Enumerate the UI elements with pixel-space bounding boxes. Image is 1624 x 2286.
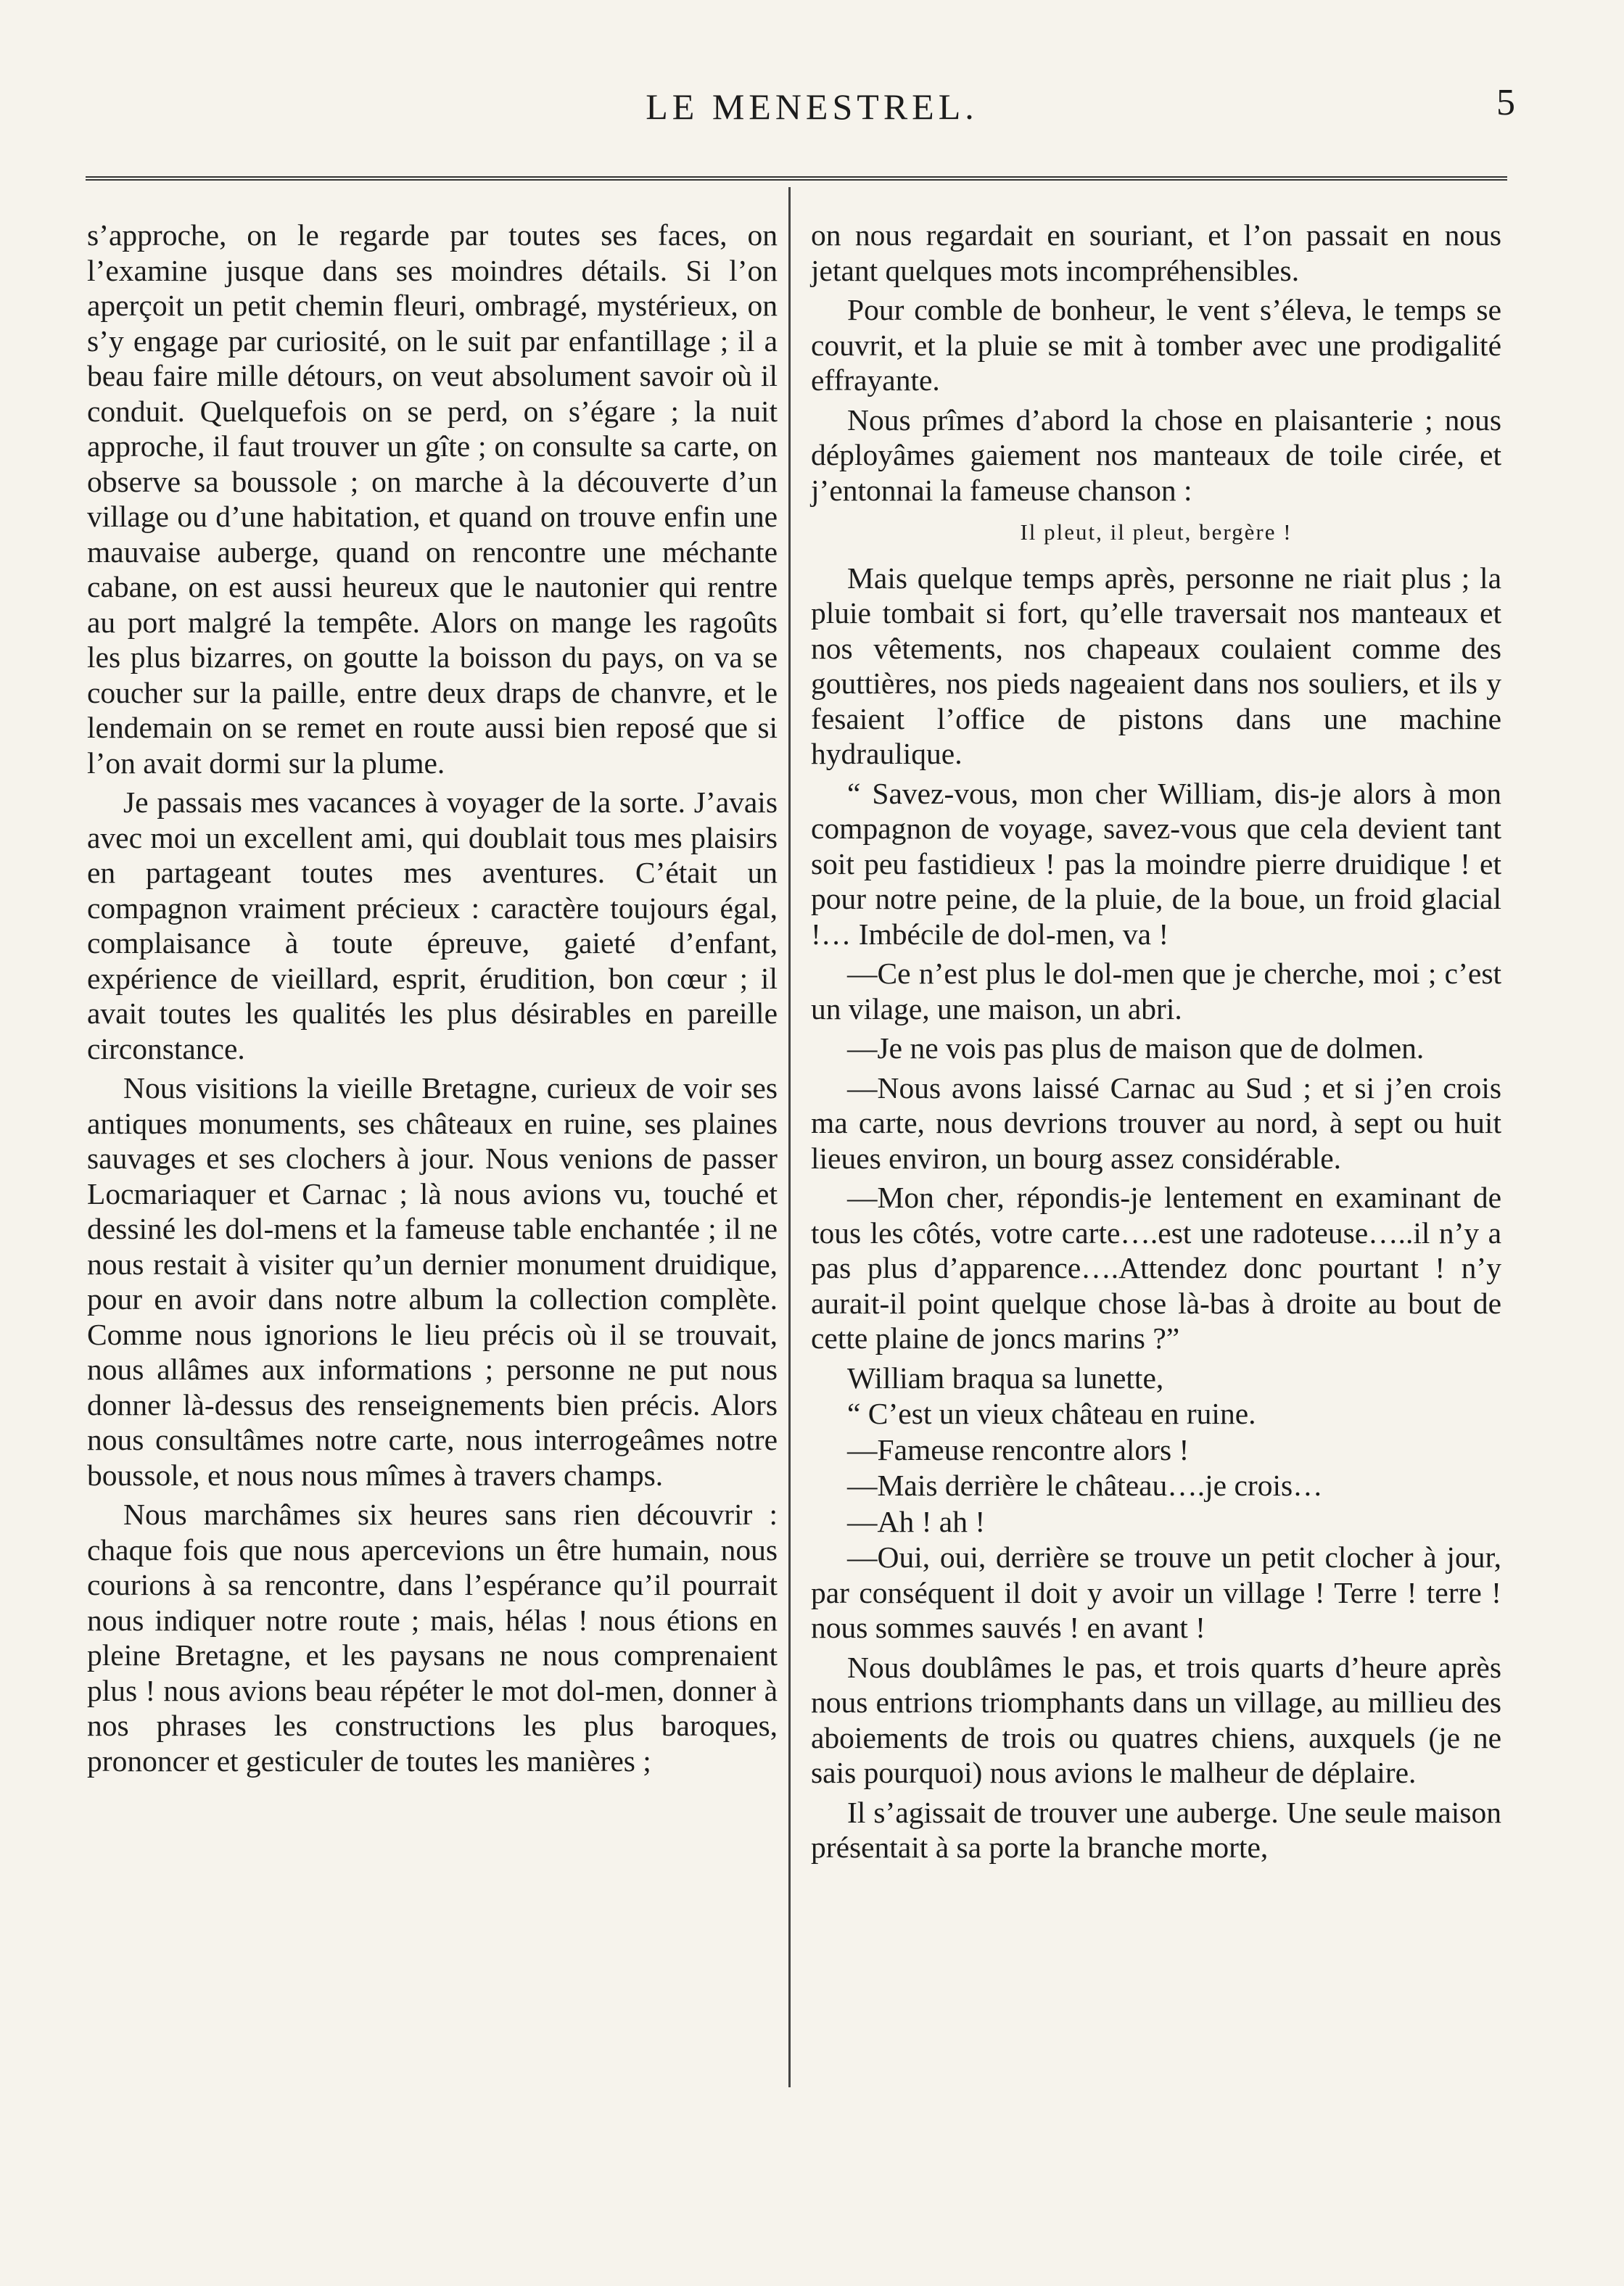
paragraph: Nous visitions la vieille Bretagne, curieux de voir ses antiques monuments, ses châteaux en ruine, ses plaines sauvages et ses clochers à jour. Nous venions de passer Locmariaquer et Carnac ; là nous avions vu, touché et dessiné les dol-mens et la fameuse table enchantée ; il ne nous restait à visiter qu’un dernier monument druidique, pour en avoir dans notre album la collection complète. Comme nous ignorions le lieu précis où il se trouvait, nous allâmes aux informations ; personne ne put nous donner là-dessus des renseignements bien précis. Alors nous consultâmes notre carte, nous interrogeâmes notre boussole, et nous nous mîmes à travers champs. <box>87 1071 778 1492</box>
dialogue-line: William braqua sa lunette, <box>847 1361 1164 1395</box>
dialogue-line: —Mon cher, répondis-je lentement en examinant de tous les côtés, votre carte….est une radoteuse…..il n’y a pas plus d’apparence….Attendez donc pourtant ! n’y aurait-il point quelque chose là-bas à droite au bout de cette plaine de joncs marins ?” <box>811 1181 1501 1355</box>
column-divider <box>788 187 791 2087</box>
paragraph: Nous marchâmes six heures sans rien découvrir : chaque fois que nous apercevions un être humain, nous courions à sa rencontre, dans l’espérance qu’il pourrait nous indiquer notre route ; mais, hélas ! nous étions en pleine Bretagne, et les paysans ne nous comprenaient plus ! nous avions beau répéter le mot dol-men, donner à nos phrases les constructions les plus baroques, prononcer et gesticuler de toutes les manières ; <box>87 1498 778 1778</box>
paragraph: Pour comble de bonheur, le vent s’éleva, le temps se couvrit, et la pluie se mit à tomber avec une prodigalité effrayante. <box>811 293 1501 397</box>
dialogue-line: —Je ne vois pas plus de maison que de dolmen. <box>847 1031 1425 1065</box>
paragraph: Nous prîmes d’abord la chose en plaisanterie ; nous déployâmes gaiement nos manteaux de toile cirée, et j’entonnai la fameuse chanson : <box>811 403 1501 507</box>
dialogue-line: —Ce n’est plus le dol-men que je cherche, moi ; c’est un vilage, une maison, un abri. <box>811 957 1501 1026</box>
paragraph: s’approche, on le regarde par toutes ses faces, on l’examine jusque dans ses moindres détails. Si l’on aperçoit un petit chemin fleuri, ombragé, mystérieux, on s’y engage par curiosité, on le suit par enfantillage ; il a beau faire mille détours, on veut absolument savoir où il conduit. Quelquefois on se perd, on s’égare ; la nuit approche, il faut trouver un gîte ; on consulte sa carte, on observe sa boussole ; on marche à la découverte d’un village ou d’une habitation, et quand on trouve enfin une mauvaise auberge, quand on rencontre une méchante cabane, on est aussi heureux que le nautonier qui rentre au port malgré la tempête. Alors on mange les ragoûts les plus bizarres, on goutte la boisson du pays, on va se coucher sur la paille, entre deux draps de chanvre, et le lendemain on se remet en route aussi bien reposé que si l’on avait dormi sur la plume. <box>87 218 778 780</box>
dialogue-line: —Ah ! ah ! <box>847 1504 986 1538</box>
dialogue-line: —Fameuse rencontre alors ! <box>847 1432 1190 1466</box>
dialogue-line: —Oui, oui, derrière se trouve un petit clocher à jour, par conséquent il doit y avoir un village ! Terre ! terre ! nous sommes sauvés ! en avant ! <box>811 1540 1501 1644</box>
paragraph: Mais quelque temps après, personne ne riait plus ; la pluie tombait si fort, qu’elle traversait nos manteaux et nos vêtements, nos chapeaux coulaient comme des gouttières, nos pieds nageaient dans nos souliers, et ils y fesaient l’office de pistons dans une machine hydraulique. <box>811 561 1501 770</box>
paragraph: on nous regardait en souriant, et l’on passait en nous jetant quelques mots incompréhensibles. <box>811 218 1501 287</box>
paragraph: Nous doublâmes le pas, et trois quarts d’heure après nous entrions triomphants dans un village, au millieu des aboiements de trois ou quatres chiens, auxquels (je ne sais pourquoi) nous avions le malheur de déplaire. <box>811 1650 1501 1789</box>
dialogue-line: —Nous avons laissé Carnac au Sud ; et si j’en crois ma carte, nous devrions trouver au nord, à sept ou huit lieues environ, un bourg assez considérable. <box>811 1070 1501 1175</box>
song-verse: Il pleut, il pleut, bergère ! <box>1020 519 1293 545</box>
paragraph: Il s’agissait de trouver une auberge. Une seule maison présentait à sa porte la branche morte, <box>811 1795 1501 1864</box>
running-title: LE MENESTREL. <box>646 86 978 127</box>
left-column <box>87 218 778 1783</box>
paragraph: Je passais mes vacances à voyager de la sorte. J’avais avec moi un excellent ami, qui doublait tous mes plaisirs en partageant toutes mes aventures. C’était un compagnon vraiment précieux : caractère toujours égal, complaisance à toute épreuve, gaieté d’enfant, expérience de vieillard, esprit, érudition, bon cœur ; il avait toutes les qualités les plus désirables en pareille circonstance. <box>87 785 778 1065</box>
dialogue-line: —Mais derrière le château….je crois… <box>847 1469 1323 1502</box>
dialogue-line: “ C’est un vieux château en ruine. <box>847 1397 1256 1430</box>
header-rule <box>86 176 1507 181</box>
page-number: 5 <box>1496 82 1515 123</box>
right-column <box>811 218 1501 1870</box>
dialogue-line: “ Savez-vous, mon cher William, dis-je alors à mon compagnon de voyage, savez-vous que cela devient tant soit peu fastidieux ! pas la moindre pierre druidique ! et pour notre peine, de la pluie, de la boue, un froid glacial !… Imbécile de dol-men, va ! <box>811 776 1501 951</box>
